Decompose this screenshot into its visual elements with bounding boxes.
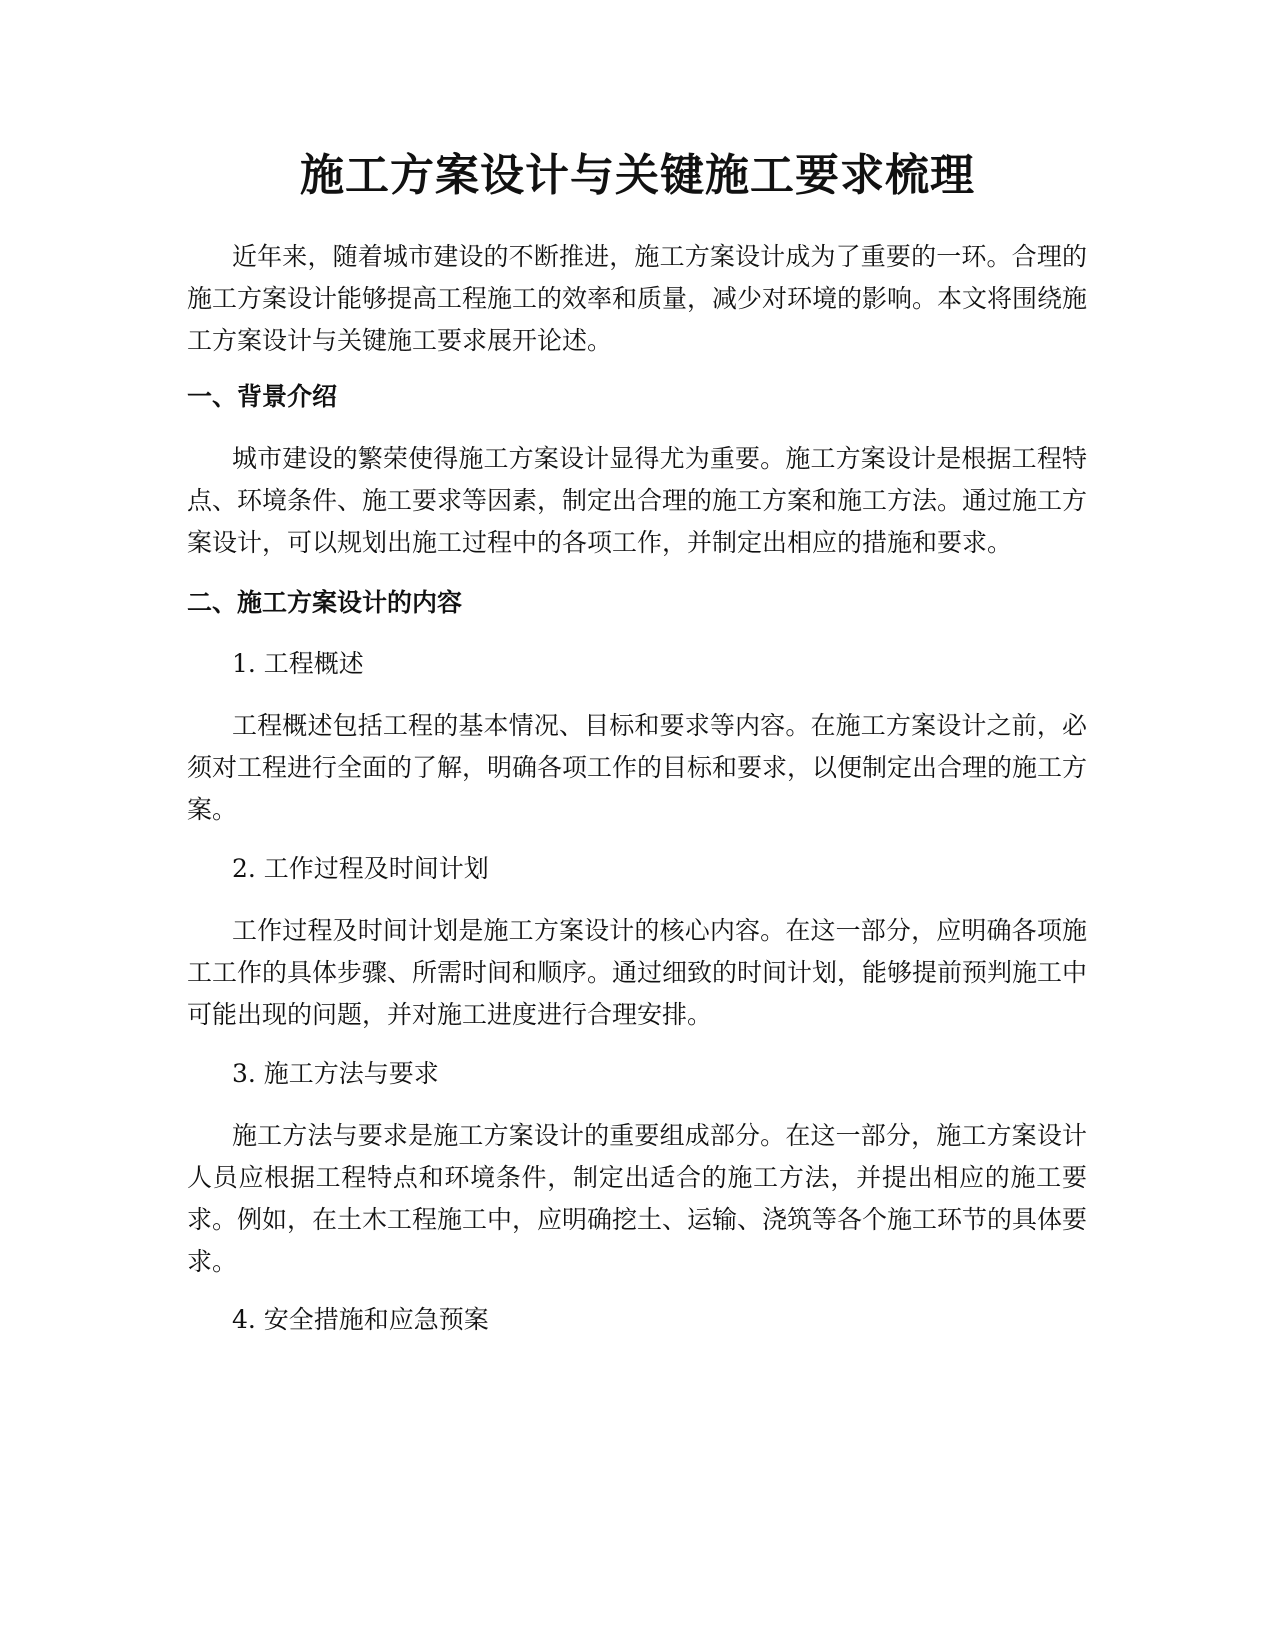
construction-methods-paragraph: 施工方法与要求是施工方案设计的重要组成部分。在这一部分，施工方案设计人员应根据工程特点和环境条件，制定出适合的施工方法，并提出相应的施工要求。例如，在土木工程施工中，应明确挖土、运输、浇筑等各个施工环节的具体要求。 xyxy=(187,1121,1088,1276)
subheading-construction-methods: 3. 施工方法与要求 xyxy=(232,1059,439,1088)
section-heading-content: 二、施工方案设计的内容 xyxy=(187,588,463,617)
subheading-project-overview: 1. 工程概述 xyxy=(232,649,364,678)
document-title: 施工方案设计与关键施工要求梳理 xyxy=(300,150,975,201)
subheading-safety-measures: 4. 安全措施和应急预案 xyxy=(232,1305,489,1334)
subheading-work-schedule: 2. 工作过程及时间计划 xyxy=(232,854,489,883)
work-schedule-paragraph: 工作过程及时间计划是施工方案设计的核心内容。在这一部分，应明确各项施工工作的具体步骤、所需时间和顺序。通过细致的时间计划，能够提前预判施工中可能出现的问题，并对施工进度进行合理安排。 xyxy=(187,916,1088,1029)
background-paragraph: 城市建设的繁荣使得施工方案设计显得尤为重要。施工方案设计是根据工程特点、环境条件、施工要求等因素，制定出合理的施工方案和施工方法。通过施工方案设计，可以规划出施工过程中的各项工作，并制定出相应的措施和要求。 xyxy=(187,444,1088,557)
intro-paragraph: 近年来，随着城市建设的不断推进，施工方案设计成为了重要的一环。合理的施工方案设计能够提高工程施工的效率和质量，减少对环境的影响。本文将围绕施工方案设计与关键施工要求展开论述。 xyxy=(187,242,1088,355)
section-heading-background: 一、背景介绍 xyxy=(187,382,338,411)
project-overview-paragraph: 工程概述包括工程的基本情况、目标和要求等内容。在施工方案设计之前，必须对工程进行全面的了解，明确各项工作的目标和要求，以便制定出合理的施工方案。 xyxy=(187,711,1088,824)
